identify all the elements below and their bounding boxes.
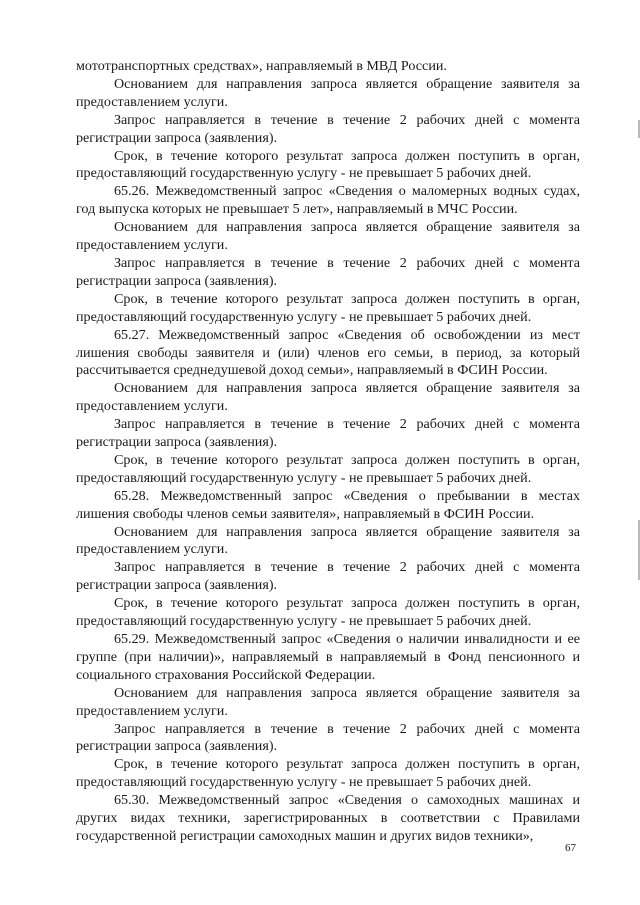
paragraph: 65.26. Межведомственный запрос «Сведения о маломерных водных судах, год выпуска которых не превышает 5 лет», направляемый в МЧС России.	[76, 183, 580, 218]
paragraph: 65.30. Межведомственный запрос «Сведения о самоходных машинах и других видах техники, зарегистрированных в соответствии с Правилами государственной регистрации самоходных машин и других видов техники»,	[76, 792, 580, 844]
paragraph: Основанием для направления запроса является обращение заявителя за предоставлением услуги.	[76, 523, 580, 558]
paragraph: Запрос направляется в течение в течение 2 рабочих дней с момента регистрации запроса (заявления).	[76, 254, 580, 289]
paragraph: мототранспортных средствах», направляемый в МВД России.	[76, 58, 447, 74]
paragraph: 65.29. Межведомственный запрос «Сведения о наличии инвалидности и ее группе (при наличии)», направляемый в направляемый в Фонд пенсионного и социального страхования Российской Федерации.	[76, 631, 580, 683]
paragraph: Срок, в течение которого результат запроса должен поступить в орган, предоставляющий государственную услугу - не превышает 5 рабочих дней.	[76, 756, 580, 791]
paragraph: Запрос направляется в течение в течение 2 рабочих дней с момента регистрации запроса (заявления).	[76, 720, 580, 755]
paragraph: 65.27. Межведомственный запрос «Сведения об освобождении из мест лишения свободы заявителя и (или) членов его семьи, в период, за который рассчитывается среднедушевой доход семьи», направляемый в ФСИН России.	[76, 326, 580, 379]
paragraph: Основанием для направления запроса является обращение заявителя за предоставлением услуги.	[76, 75, 580, 110]
document-body	[76, 58, 580, 846]
paragraph: Основанием для направления запроса является обращение заявителя за предоставлением услуги.	[76, 380, 580, 415]
paragraph: Срок, в течение которого результат запроса должен поступить в орган, предоставляющий государственную услугу - не превышает 5 рабочих дней.	[76, 147, 580, 182]
paragraph: Срок, в течение которого результат запроса должен поступить в орган, предоставляющий государственную услугу - не превышает 5 рабочих дней.	[76, 595, 580, 630]
page-number: 67	[565, 842, 576, 854]
paragraph: Основанием для направления запроса является обращение заявителя за предоставлением услуги.	[76, 219, 580, 254]
paragraph: Запрос направляется в течение в течение 2 рабочих дней с момента регистрации запроса (заявления).	[76, 416, 580, 451]
paragraph: Основанием для направления запроса является обращение заявителя за предоставлением услуги.	[76, 684, 580, 719]
paragraph: Запрос направляется в течение в течение 2 рабочих дней с момента регистрации запроса (заявления).	[76, 559, 580, 594]
paragraph: 65.28. Межведомственный запрос «Сведения о пребывании в местах лишения свободы членов семьи заявителя», направляемый в ФСИН России.	[76, 487, 580, 522]
paragraph: Запрос направляется в течение в течение 2 рабочих дней с момента регистрации запроса (заявления).	[76, 111, 580, 146]
paragraph: Срок, в течение которого результат запроса должен поступить в орган, предоставляющий государственную услугу - не превышает 5 рабочих дней.	[76, 290, 580, 325]
paragraph: Срок, в течение которого результат запроса должен поступить в орган, предоставляющий государственную услугу - не превышает 5 рабочих дней.	[76, 451, 580, 486]
